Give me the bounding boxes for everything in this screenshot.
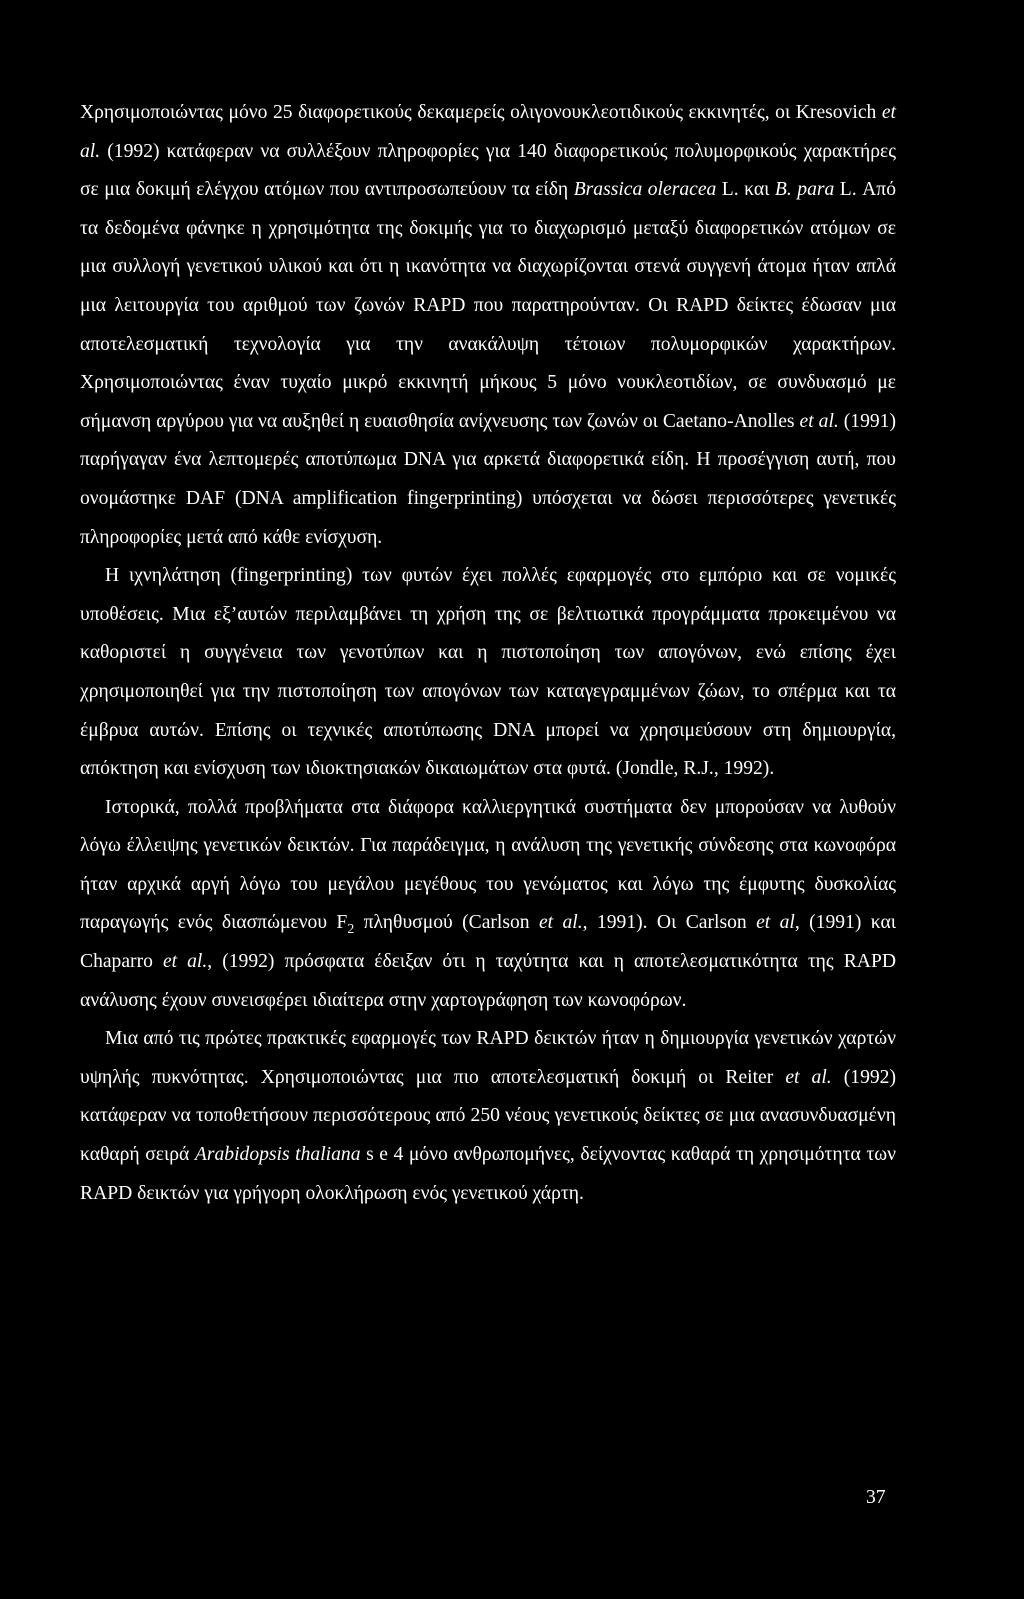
text-run: (1991) παρήγαγαν ένα λεπτομερές αποτύπωμα DNA για αρκετά διαφορετικά είδη. Η προσέγγιση αυτή, που ονομάστηκε DAF (DNA amplification fingerprinting) υπόσχεται να δώσει περισσότερες γενετικές πληροφορίες μετά από κάθε ενίσχυση. — [80, 410, 897, 548]
text-run: , (1992) πρόσφατα έδειξαν ότι η ταχύτητα και η αποτελεσματικότητα της RAPD ανάλυσης έχουν συνεισφέρει ιδιαίτερα στην χαρτογράφηση των κωνοφόρων. — [80, 951, 896, 1011]
page-body — [80, 94, 896, 1213]
text-run: (1992) κατάφεραν να τοποθετήσουν περισσότερους από 250 νέους γενετικούς δείκτες σε μια ανασυνδυασμένη καθαρή σειρά — [80, 1066, 896, 1166]
italic-text: et al. — [80, 102, 896, 162]
italic-text: Arabidopsis thaliana — [194, 1144, 361, 1166]
italic-text: et al — [756, 912, 795, 934]
italic-text: et al. — [785, 1066, 832, 1088]
text-run: (1992) κατάφεραν να συλλέξουν πληροφορίες για 140 διαφορετικούς πολυμορφικούς χαρακτήρες σε μια δοκιμή ελέγχου ατόμων που αντιπροσωπεύουν τα είδη — [80, 140, 896, 201]
paragraph-3 — [80, 789, 896, 1021]
italic-text: et al. — [538, 912, 583, 934]
text-run: Ιστορικά, πολλά προβλήματα στα διάφορα καλλιεργητικά συστήματα δεν μπορούσαν να λυθούν λόγω έλλειψης γενετικών δεικτών. Για παράδειγμα, η ανάλυση της γενετικής σύνδεσης στα κωνοφόρα ήταν αρχικά αργή λόγω του μεγάλου μεγέθους του γενώματος και λόγω της έμφυτης δυσκολίας παραγωγής ενός διασπώμενου F — [80, 796, 896, 934]
italic-text: et al. — [162, 951, 208, 973]
text-run: Χρησιμοποιώντας μόνο 25 διαφορετικούς δεκαμερείς ολιγονουκλεοτιδικούς εκκινητές, οι Kresovich — [80, 102, 882, 123]
text-run: , 1991). Οι Carlson — [582, 912, 757, 934]
text-run: πληθυσμού (Carlson — [354, 912, 539, 934]
paragraph-2 — [80, 557, 896, 789]
paragraph-4 — [80, 1020, 896, 1213]
text-run: , (1991) και Chaparro — [80, 912, 897, 973]
page-number: 37 — [866, 1487, 886, 1508]
italic-text: Brassica oleracea — [573, 179, 717, 201]
text-run: L. Από τα δεδομένα φάνηκε η χρησιμότητα της δοκιμής για το διαχωρισμό μεταξύ διαφορετικών ατόμων σε μια συλλογή γενετικού υλικού και ότι η ικανότητα να διαχωρίζονται στενά συγγενή άτομα ήταν απλά μια λειτουργία του αριθμού των ζωνών RAPD που παρατηρούνταν. Οι RAPD δείκτες έδωσαν μια αποτελεσματική τεχνολογία για την ανακάλυψη τέτοιων πολυμορφικών χαρακτήρων. Χρησιμοποιώντας έναν τυχαίο μικρό εκκινητή μήκους 5 μόνο νουκλεοτιδίων, σε συνδυασμό με σήμανση αργύρου για να αυξηθεί η ευαισθησία ανίχνευσης των ζωνών οι Caetano-Anolles — [80, 179, 896, 432]
subscript-text: 2 — [347, 921, 355, 937]
text-run: Μια από τις πρώτες πρακτικές εφαρμογές των RAPD δεικτών ήταν η δημιουργία γενετικών χαρτών υψηλής πυκνότητας. Χρησιμοποιώντας μια πιο αποτελεσματική δοκιμή οι Reiter — [80, 1028, 896, 1088]
italic-text: B. para — [774, 179, 835, 201]
italic-text: et al. — [799, 410, 839, 432]
text-run: Η ιχνηλάτηση (fingerprinting) των φυτών έχει πολλές εφαρμογές στο εμπόριο και σε νομικές υποθέσεις. Μια εξ’αυτών περιλαμβάνει τη χρήση της σε βελτιωτικά προγράμματα προκειμένου να καθοριστεί η συγγένεια των γενοτύπων και η πιστοποίηση των απογόνων, ενώ επίσης έχει χρησιμοποιηθεί για την πιστοποίηση των απογόνων των καταγεγραμμένων ζώων, το σπέρμα και τα έμβρυα αυτών. Επίσης οι τεχνικές αποτύπωσης DNA μπορεί να χρησιμεύσουν στη δημιουργία, απόκτηση και ενίσχυση των ιδιοκτησιακών δικαιωμάτων στα φυτά. (Jondle, R.J., 1992). — [80, 565, 896, 780]
text-run: s e 4 μόνο ανθρωπομήνες, δείχνοντας καθαρά τη χρησιμότητα των RAPD δεικτών για γρήγορη ολοκλήρωση ενός γενετικού χάρτη. — [80, 1144, 896, 1204]
text-run: L. και — [716, 179, 775, 201]
paragraph-1 — [80, 94, 896, 557]
